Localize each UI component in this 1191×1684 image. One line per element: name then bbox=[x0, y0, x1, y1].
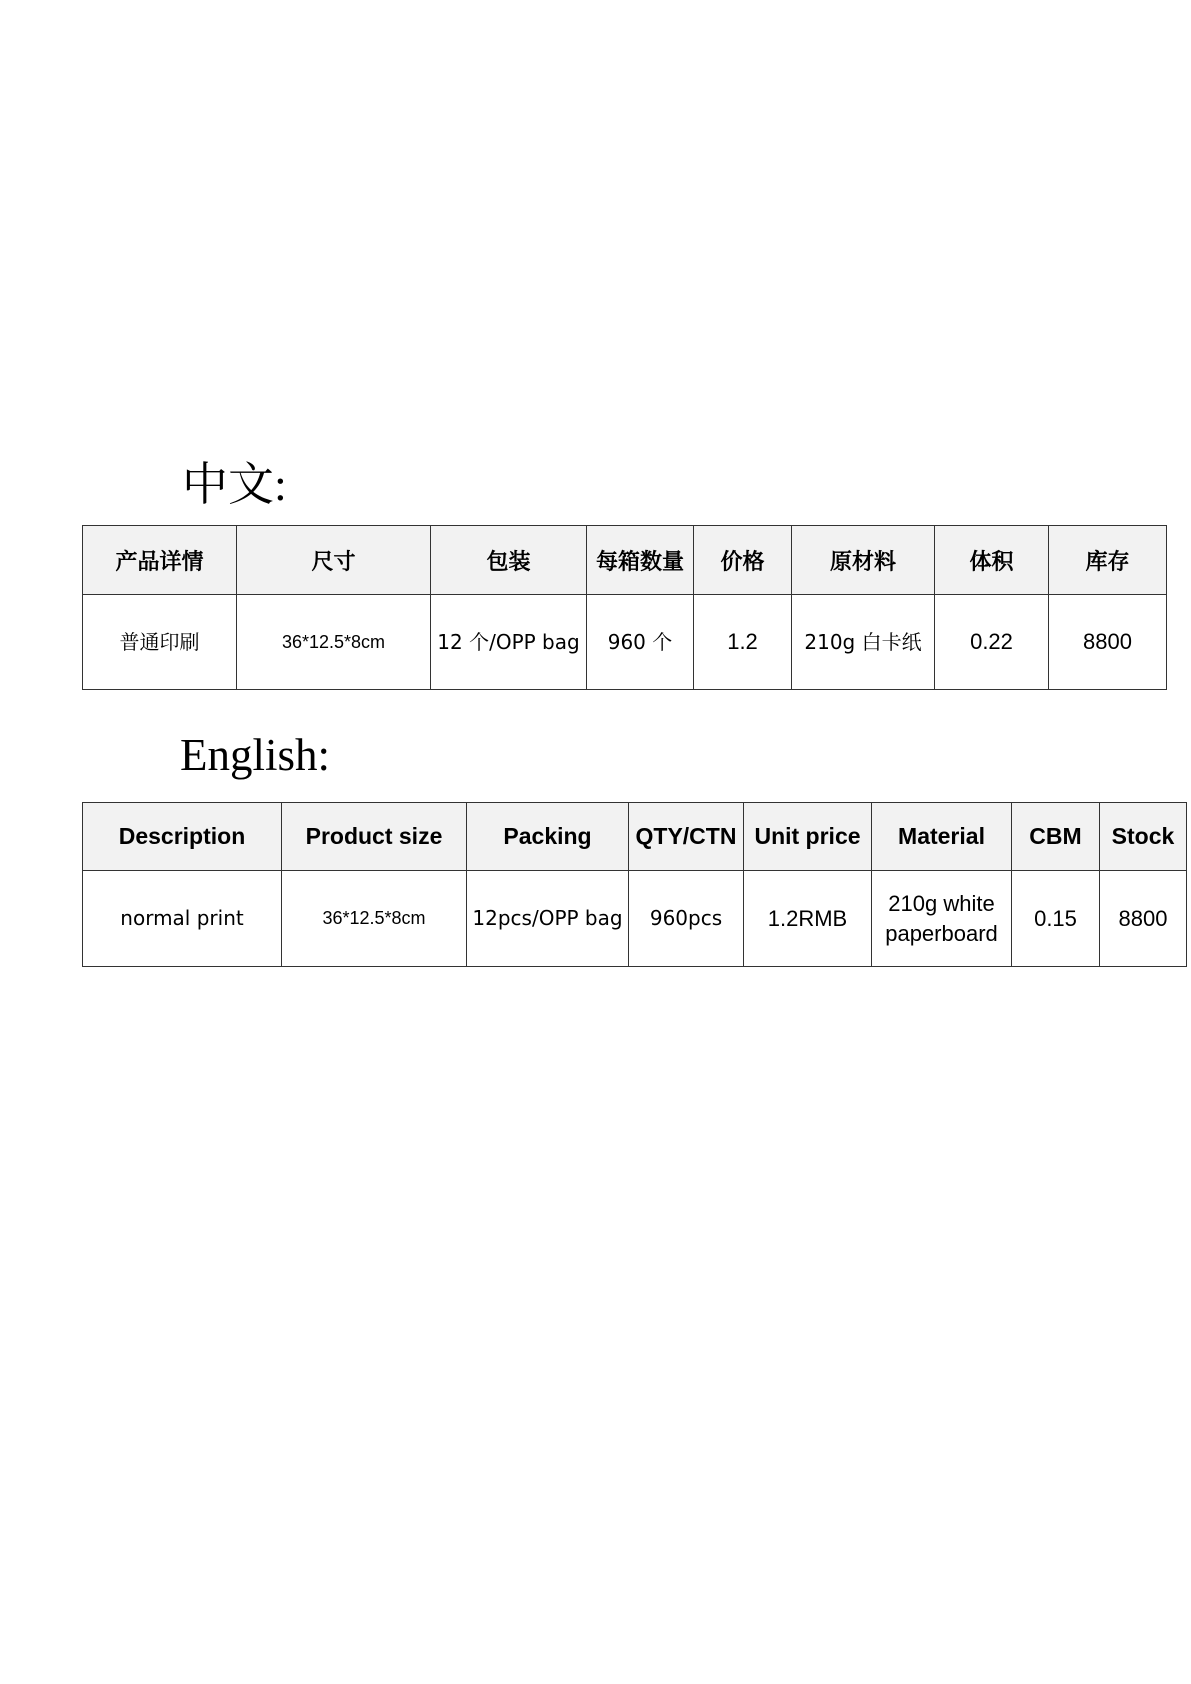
cell-material: 210g white paperboard bbox=[872, 871, 1012, 967]
chinese-section-heading: 中文: bbox=[182, 459, 287, 510]
header-price: 价格 bbox=[694, 526, 792, 595]
table-header-row bbox=[83, 526, 1167, 595]
cell-stock: 8800 bbox=[1049, 595, 1167, 690]
cell-size: 36*12.5*8cm bbox=[237, 595, 431, 690]
header-product-size: Product size bbox=[282, 803, 467, 871]
header-packing: Packing bbox=[467, 803, 629, 871]
english-section-heading: English: bbox=[180, 730, 331, 780]
header-material: 原材料 bbox=[792, 526, 935, 595]
cell-packing: 12pcs/OPP bag bbox=[467, 871, 629, 967]
header-qty-ctn: QTY/CTN bbox=[629, 803, 744, 871]
cell-material: 210g 白卡纸 bbox=[792, 595, 935, 690]
cell-product-size: 36*12.5*8cm bbox=[282, 871, 467, 967]
cell-packing: 12 个/OPP bag bbox=[431, 595, 587, 690]
table-row bbox=[83, 595, 1167, 690]
header-qty-per-carton: 每箱数量 bbox=[587, 526, 694, 595]
cell-stock: 8800 bbox=[1100, 871, 1187, 967]
cell-cbm: 0.15 bbox=[1012, 871, 1100, 967]
cell-qty: 960pcs bbox=[629, 871, 744, 967]
table-row bbox=[83, 871, 1187, 967]
cell-description: normal print bbox=[83, 871, 282, 967]
cell-unit-price: 1.2RMB bbox=[744, 871, 872, 967]
header-product-details: 产品详情 bbox=[83, 526, 237, 595]
chinese-product-table bbox=[82, 525, 1167, 690]
header-stock: 库存 bbox=[1049, 526, 1167, 595]
header-volume: 体积 bbox=[935, 526, 1049, 595]
cell-qty: 960 个 bbox=[587, 595, 694, 690]
cell-description: 普通印刷 bbox=[83, 595, 237, 690]
cell-volume: 0.22 bbox=[935, 595, 1049, 690]
header-packing: 包装 bbox=[431, 526, 587, 595]
header-description: Description bbox=[83, 803, 282, 871]
header-material: Material bbox=[872, 803, 1012, 871]
cell-price: 1.2 bbox=[694, 595, 792, 690]
table-header-row bbox=[83, 803, 1187, 871]
header-size: 尺寸 bbox=[237, 526, 431, 595]
header-cbm: CBM bbox=[1012, 803, 1100, 871]
english-product-table bbox=[82, 802, 1187, 967]
header-stock: Stock bbox=[1100, 803, 1187, 871]
header-unit-price: Unit price bbox=[744, 803, 872, 871]
